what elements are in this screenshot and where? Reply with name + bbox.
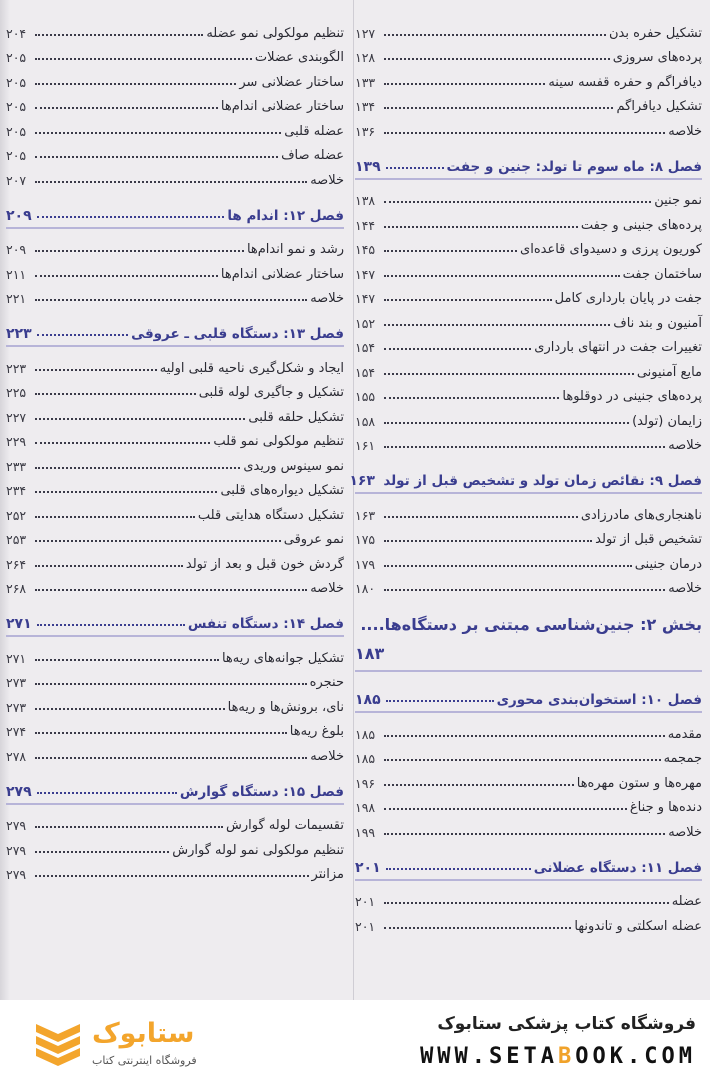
toc-entry: [355, 16, 702, 41]
dot-leader: [384, 735, 665, 737]
toc-entry-page-number: ۲۰۱: [355, 918, 376, 934]
toc-section: [355, 717, 702, 840]
toc-entry-page-number: ۲۰۵: [6, 148, 27, 163]
setabook-logo: [30, 1010, 280, 1070]
toc-entry-title: دنده‌ها و جناغ: [629, 800, 702, 815]
dot-leader: [384, 784, 574, 786]
dot-leader: [384, 373, 634, 375]
toc-entry-page-number: ۲۶۸: [6, 581, 27, 596]
toc-section: [355, 184, 702, 454]
chapter: [6, 198, 344, 229]
toc-entry-title: ساختار عضلانی سر: [239, 74, 344, 90]
dot-leader: [384, 324, 610, 326]
toc-entry: [6, 425, 344, 450]
toc-entry-page-number: ۱۳۶: [355, 123, 376, 139]
dot-leader: [384, 927, 571, 929]
dot-leader: [384, 902, 669, 904]
toc-entry: [355, 306, 702, 331]
toc-entry-page-number: ۱۳۸: [355, 193, 376, 208]
toc-entry-title: درمان جنینی: [634, 556, 702, 572]
dot-leader: [384, 808, 627, 810]
part-heading: [355, 610, 702, 672]
toc-entry-page-number: ۱۵۵: [355, 389, 376, 404]
dot-leader: [386, 167, 444, 169]
toc-entry-title: خلاصه: [310, 748, 344, 764]
dot-leader: [35, 708, 225, 710]
chapter-page-number: ۲۲۳: [6, 326, 32, 342]
toc-entry: [6, 641, 344, 666]
toc-entry: [355, 717, 702, 742]
dot-leader: [35, 393, 196, 395]
toc-section: [6, 641, 344, 764]
column-divider: [353, 0, 354, 1000]
dot-leader: [384, 422, 629, 424]
dot-leader: [384, 589, 665, 591]
toc-entry-page-number: ۲۳۳: [6, 458, 27, 474]
toc-entry-title: تقسیمات لوله گوارش: [226, 818, 344, 833]
chapter: [6, 774, 344, 805]
url-highlight: B: [558, 1044, 576, 1069]
toc-entry: [355, 114, 702, 139]
dot-leader: [35, 156, 278, 158]
toc-entry: [6, 139, 344, 164]
toc-entry: [6, 523, 344, 548]
toc-entry-title: بلوغ ریه‌ها: [289, 724, 344, 739]
dot-leader: [35, 467, 240, 469]
toc-entry-page-number: ۲۲۵: [6, 385, 27, 400]
toc-entry-title: دیافراگم و حفره قفسه سینه: [548, 74, 702, 90]
toc-entry: [6, 666, 344, 691]
toc-entry-title: خلاصه: [668, 438, 702, 453]
chapter-title: فصل ۹: نقائص زمان تولد و تشخیص قبل از تولد: [383, 473, 702, 489]
toc-entry-page-number: ۲۳۴: [6, 483, 27, 498]
chapter-title: فصل ۱۰: استخوان‌بندی محوری: [496, 692, 702, 708]
toc-entry-title: تغییرات جفت در انتهای بارداری: [534, 340, 702, 355]
toc-entry: [355, 885, 702, 910]
dot-leader: [384, 34, 606, 36]
dot-leader: [35, 132, 281, 134]
store-name: فروشگاه کتاب پزشکی ستابوک: [437, 1014, 696, 1034]
toc-entry: [6, 474, 344, 499]
dot-leader: [386, 700, 494, 702]
toc-entry-title: ناهنجاری‌های مادرزادی: [580, 507, 702, 523]
toc-entry: [6, 90, 344, 115]
chapter-heading: [349, 463, 702, 494]
toc-entry-page-number: ۱۸۰: [355, 581, 376, 596]
toc-section: [6, 809, 344, 883]
dot-leader: [384, 759, 661, 761]
toc-entry: [6, 690, 344, 715]
dot-leader: [35, 732, 287, 734]
chapter-title: فصل ۱۵: دستگاه گوارش: [179, 783, 344, 800]
toc-entry-page-number: ۱۴۴: [355, 217, 376, 233]
store-banner: [0, 1000, 710, 1079]
toc-entry-page-number: ۱۸۵: [355, 726, 376, 742]
toc-entry-title: خلاصه: [310, 172, 344, 188]
toc-entry-title: مهره‌ها و ستون مهره‌ها: [576, 775, 702, 791]
dot-leader: [384, 107, 613, 109]
toc-entry-title: پرده‌های سروزی: [612, 50, 702, 65]
toc-entry-page-number: ۲۷۴: [6, 724, 27, 739]
dot-leader: [35, 491, 217, 493]
toc-entry-title: ساختار عضلانی اندام‌ها: [220, 266, 344, 282]
toc-entry-title: حنجره: [309, 675, 344, 690]
toc-entry-page-number: ۱۴۷: [355, 291, 376, 306]
toc-entry: [6, 833, 344, 858]
chapter: [355, 149, 702, 180]
dot-leader: [384, 299, 552, 301]
toc-entry: [355, 41, 702, 66]
toc-entry: [6, 16, 344, 41]
chapter-heading: [6, 316, 344, 347]
toc-entry-title: جفت در پایان بارداری کامل: [554, 291, 702, 306]
toc-entry-page-number: ۱۷۵: [355, 532, 376, 547]
toc-entry-page-number: ۲۷۹: [6, 867, 27, 882]
toc-entry: [6, 858, 344, 883]
chapter-page-number: ۲۰۹: [6, 207, 32, 224]
book-stack-icon: [30, 1012, 86, 1068]
toc-entry: [355, 815, 702, 840]
toc-entry: [355, 404, 702, 429]
dot-leader: [384, 833, 665, 835]
toc-entry: [6, 572, 344, 597]
toc-entry-title: تشکیل دیافراگم: [616, 99, 702, 114]
chapter-title: فصل ۸: ماه سوم تا تولد: جنین و جفت: [446, 158, 702, 175]
toc-entry-title: تشکیل حفره بدن: [608, 25, 702, 41]
dot-leader: [384, 565, 632, 567]
toc-entry: [6, 282, 344, 307]
toc-entry-page-number: ۱۳۴: [355, 99, 376, 114]
toc-entry-page-number: ۲۷۱: [6, 650, 27, 666]
toc-entry-page-number: ۲۷۳: [6, 699, 27, 715]
toc-entry-title: مقدمه: [667, 726, 702, 742]
toc-entry-title: تشکیل دستگاه هدایتی قلب: [197, 507, 344, 523]
dot-leader: [35, 83, 236, 85]
dot-leader: [35, 589, 307, 591]
dot-leader: [386, 868, 531, 870]
toc-entry-page-number: ۲۲۷: [6, 409, 27, 425]
toc-entry: [355, 742, 702, 767]
chapter: [6, 316, 344, 347]
url-prefix: WWW.SETA: [420, 1044, 559, 1069]
toc-entry: [355, 429, 702, 454]
chapter-title: فصل ۱۱: دستگاه عضلانی: [533, 859, 702, 876]
toc-entry: [355, 282, 702, 307]
chapter-page-number: ۲۷۹: [6, 783, 32, 800]
dot-leader: [35, 58, 252, 60]
toc-entry-page-number: ۱۹۹: [355, 824, 376, 840]
chapter: [355, 850, 702, 881]
toc-entry: [6, 65, 344, 90]
toc-entry-page-number: ۲۰۵: [6, 123, 27, 139]
toc-entry-title: نای، برونش‌ها و ریه‌ها: [227, 699, 344, 715]
toc-entry-title: تنظیم مولکولی نمو عضله: [206, 25, 344, 41]
toc-entry-title: نمو عروقی: [283, 532, 344, 547]
toc-entry-page-number: ۲۵۲: [6, 507, 27, 523]
toc-entry: [355, 572, 702, 597]
toc-entry-page-number: ۲۷۸: [6, 748, 27, 764]
part-title: بخش ۲: جنین‌شناسی مبتنی بر دستگاه‌ها....: [360, 615, 702, 634]
dot-leader: [35, 565, 183, 567]
dot-leader: [35, 540, 281, 542]
toc-entry-page-number: ۲۶۴: [6, 556, 27, 572]
toc-entry-page-number: ۲۰۵: [6, 99, 27, 114]
dot-leader: [384, 516, 578, 518]
chapter: [6, 606, 344, 637]
toc-entry-page-number: ۲۰۹: [6, 242, 27, 257]
toc-entry: [355, 909, 702, 934]
dot-leader: [384, 348, 531, 350]
toc-entry-page-number: ۲۰۴: [6, 25, 27, 41]
chapter-heading: [355, 149, 702, 180]
toc-entry: [6, 257, 344, 282]
dot-leader: [384, 275, 620, 277]
toc-entry-title: تشکیل حلقه قلبی: [248, 409, 344, 425]
toc-entry: [355, 498, 702, 523]
chapter-title: فصل ۱۴: دستگاه تنفس: [187, 616, 344, 632]
toc-entry-page-number: ۱۴۵: [355, 242, 376, 257]
dot-leader: [35, 299, 307, 301]
toc-entry-page-number: ۲۲۱: [6, 291, 27, 306]
toc-entry-title: تشکیل دیواره‌های قلبی: [220, 483, 344, 498]
toc-entry-title: جمجمه: [663, 751, 702, 766]
chapter-heading: [6, 606, 344, 637]
toc-entry-title: خلاصه: [668, 824, 702, 840]
toc-entry: [6, 715, 344, 740]
dot-leader: [384, 58, 610, 60]
logo-tagline: فروشگاه اینترنتی کتاب: [92, 1054, 197, 1067]
toc-entry-page-number: ۱۲۸: [355, 50, 376, 65]
toc-entry-page-number: ۲۱۱: [6, 266, 27, 282]
toc-entry: [6, 114, 344, 139]
url-suffix: OOK.COM: [575, 1044, 696, 1069]
toc-entry: [355, 90, 702, 115]
dot-leader: [35, 875, 309, 877]
toc-entry: [355, 766, 702, 791]
toc-section: [6, 233, 344, 307]
dot-leader: [35, 757, 307, 759]
toc-entry-title: خلاصه: [310, 581, 344, 596]
chapter-page-number: ۱۶۳: [349, 473, 375, 489]
toc-entry-page-number: ۱۶۱: [355, 438, 376, 453]
toc-entry: [355, 380, 702, 405]
toc-section: [6, 16, 344, 188]
chapter: [349, 463, 702, 494]
toc-entry-page-number: ۲۵۳: [6, 532, 27, 547]
toc-right-column: [349, 0, 710, 934]
chapter-page-number: ۱۳۹: [355, 158, 381, 175]
toc-entry-title: ساختار عضلانی اندام‌ها: [220, 99, 344, 114]
toc-entry-title: عضله اسکلتی و تاندونها: [574, 918, 702, 934]
chapter-title: فصل ۱۳: دستگاه قلبی ـ عروقی: [131, 326, 344, 342]
dot-leader: [37, 216, 224, 218]
toc-entry-title: پرده‌های جنینی و جفت: [580, 217, 702, 233]
toc-entry-title: عضله: [671, 894, 702, 909]
toc-entry-page-number: ۲۷۹: [6, 842, 27, 858]
toc-entry: [6, 41, 344, 66]
chapter-page-number: ۲۰۱: [355, 859, 381, 876]
toc-entry: [355, 331, 702, 356]
toc-entry-page-number: ۲۰۵: [6, 74, 27, 90]
toc-entry: [6, 739, 344, 764]
toc-entry-title: گردش خون قبل و بعد از تولد: [185, 556, 344, 572]
toc-entry: [6, 233, 344, 258]
toc-entry-title: ایجاد و شکل‌گیری ناحیه قلبی اولیه: [159, 360, 344, 376]
toc-entry-title: عضله صاف: [281, 148, 344, 163]
toc-entry: [6, 547, 344, 572]
toc-entry: [6, 351, 344, 376]
store-url[interactable]: [420, 1044, 696, 1069]
dot-leader: [35, 275, 218, 277]
toc-entry-title: مایع آمنیونی: [636, 364, 702, 380]
dot-leader: [384, 226, 578, 228]
toc-entry: [355, 233, 702, 258]
dot-leader: [35, 826, 223, 828]
dot-leader: [35, 851, 169, 853]
toc-entry-title: تنظیم مولکولی نمو قلب: [213, 434, 344, 449]
dot-leader: [35, 250, 244, 252]
toc-section: [355, 16, 702, 139]
toc-entry: [6, 376, 344, 401]
chapter-heading: [6, 198, 344, 229]
toc-entry-page-number: ۲۷۹: [6, 818, 27, 833]
toc-entry-title: ساختمان جفت: [622, 266, 702, 282]
toc-entry-title: تنظیم مولکولی نمو لوله گوارش: [172, 842, 344, 858]
chapter: [355, 682, 702, 713]
toc-entry: [355, 257, 702, 282]
toc-entry-page-number: ۱۹۶: [355, 775, 376, 791]
dot-leader: [37, 792, 177, 794]
toc-entry-page-number: ۱۵۸: [355, 413, 376, 429]
toc-entry: [355, 791, 702, 816]
dot-leader: [35, 659, 219, 661]
toc-entry-title: زایمان (تولد): [632, 413, 702, 429]
toc-entry-title: الگوبندی عضلات: [254, 50, 344, 65]
toc-entry: [6, 163, 344, 188]
toc-section: [355, 885, 702, 934]
toc-entry-title: مزانتر: [311, 867, 344, 882]
chapter-page-number: ۱۸۵: [355, 692, 381, 708]
toc-entry-title: پرده‌های جنینی در دوقلوها: [562, 389, 702, 404]
toc-entry-title: عضله قلبی: [284, 123, 344, 139]
toc-entry: [6, 400, 344, 425]
part-page-number: ۱۸۳: [355, 644, 385, 663]
dot-leader: [35, 683, 307, 685]
toc-entry-page-number: ۲۲۳: [6, 360, 27, 376]
logo-name: ستابوک: [92, 1018, 195, 1049]
toc-entry-title: تشکیل جوانه‌های ریه‌ها: [221, 650, 344, 666]
toc-entry: [355, 184, 702, 209]
dot-leader: [35, 442, 210, 444]
toc-entry: [355, 65, 702, 90]
toc-entry-page-number: ۲۰۵: [6, 50, 27, 65]
toc-entry-page-number: ۲۷۳: [6, 675, 27, 690]
toc-entry-title: رشد و نمو اندام‌ها: [246, 242, 344, 257]
toc-entry-page-number: ۲۰۱: [355, 894, 376, 909]
chapter-title: فصل ۱۲: اندام ها: [227, 207, 344, 224]
toc-entry-page-number: ۱۴۷: [355, 266, 376, 282]
dot-leader: [37, 624, 185, 626]
toc-entry-page-number: ۱۲۷: [355, 25, 376, 41]
dot-leader: [384, 540, 592, 542]
dot-leader: [384, 397, 559, 399]
toc-entry-title: تشخیص قبل از تولد: [595, 532, 702, 547]
toc-entry-title: آمنیون و بند ناف: [613, 315, 702, 331]
toc-entry: [355, 208, 702, 233]
toc-section: [355, 498, 702, 596]
toc-entry-page-number: ۱۷۹: [355, 556, 376, 572]
toc-entry-title: خلاصه: [310, 291, 344, 306]
toc-entry-title: خلاصه: [668, 581, 702, 596]
toc-entry-page-number: ۱۸۵: [355, 751, 376, 766]
toc-entry: [6, 498, 344, 523]
toc-entry: [355, 523, 702, 548]
toc-entry: [6, 449, 344, 474]
toc-section: [6, 351, 344, 596]
dot-leader: [384, 201, 651, 203]
chapter-heading: [355, 850, 702, 881]
dot-leader: [35, 107, 218, 109]
toc-entry-page-number: ۲۲۹: [6, 434, 27, 449]
toc-entry-page-number: ۱۳۳: [355, 74, 376, 90]
dot-leader: [384, 250, 517, 252]
toc-entry-page-number: ۲۰۷: [6, 172, 27, 188]
dot-leader: [384, 446, 665, 448]
toc-entry-title: خلاصه: [668, 123, 702, 139]
toc-entry-page-number: ۱۵۴: [355, 364, 376, 380]
dot-leader: [35, 516, 195, 518]
toc-entry-page-number: ۱۵۲: [355, 315, 376, 331]
toc-entry: [6, 809, 344, 834]
toc-entry-title: نمو سینوس وریدی: [243, 458, 344, 474]
dot-leader: [384, 83, 545, 85]
dot-leader: [35, 181, 307, 183]
dot-leader: [35, 369, 157, 371]
toc-left-column: [0, 0, 352, 882]
dot-leader: [35, 418, 245, 420]
toc-entry-page-number: ۱۵۴: [355, 340, 376, 355]
toc-entry: [355, 547, 702, 572]
toc-entry-page-number: ۱۶۳: [355, 507, 376, 523]
toc-entry: [355, 355, 702, 380]
toc-entry-title: تشکیل و جاگیری لوله قلبی: [198, 385, 344, 400]
toc-entry-title: نمو جنین: [654, 193, 702, 208]
chapter-heading: [6, 774, 344, 805]
dot-leader: [384, 132, 665, 134]
chapter-page-number: ۲۷۱: [6, 616, 32, 632]
dot-leader: [37, 334, 128, 336]
chapter-heading: [355, 682, 702, 713]
toc-entry-page-number: ۱۹۸: [355, 800, 376, 815]
dot-leader: [35, 34, 203, 36]
toc-entry-title: کوریون پرزی و دسیدوای قاعده‌ای: [520, 242, 702, 257]
